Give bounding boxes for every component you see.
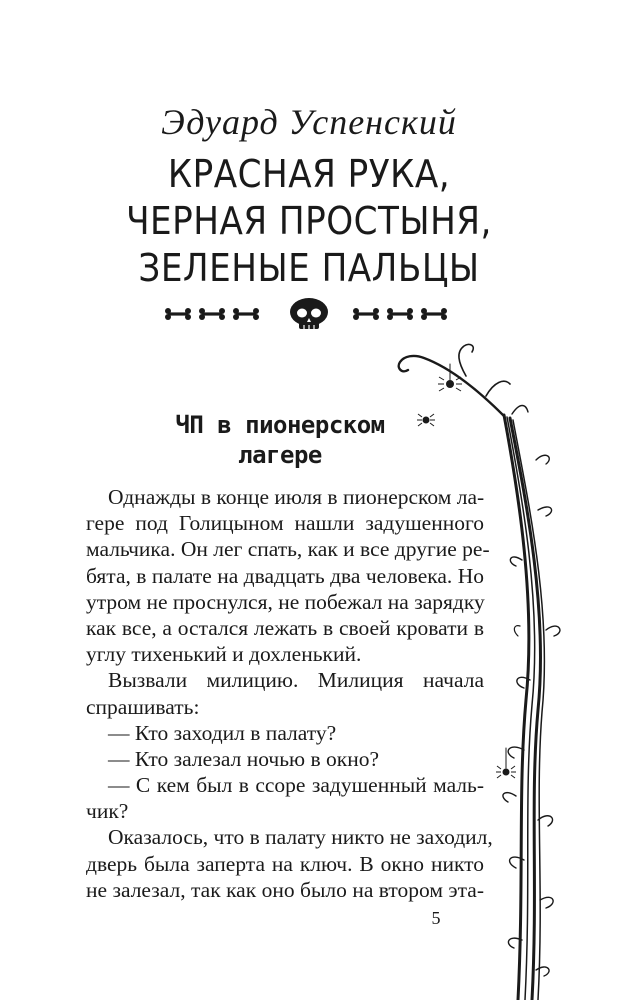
text-line: — С кем был в ссоре задушенный маль- xyxy=(108,773,484,798)
text-line: утром не проснулся, не побежал на зарядку xyxy=(86,589,485,614)
text-line: углу тихенький и дохленький. xyxy=(86,642,362,667)
text-line: Оказалось, что в палату никто не заходил, xyxy=(108,825,493,850)
chapter-title-line: лагере xyxy=(238,441,322,469)
body-text xyxy=(86,484,493,903)
text-line: чик? xyxy=(86,799,129,824)
chapter-title xyxy=(170,410,390,470)
skull-icon xyxy=(290,298,328,329)
text-line: Однажды в конце июля в пионерском ла- xyxy=(108,485,485,509)
text-line: бята, в палате на двадцать два человека. Но xyxy=(86,563,484,588)
page-number: 5 xyxy=(431,908,441,928)
text-line: дверь была заперта на ключ. В окно никто xyxy=(86,851,484,876)
book-title-line: КРАСНАЯ РУКА, xyxy=(167,152,451,196)
text-line: как все, а остался лежать в своей кровати в xyxy=(86,615,484,640)
text-line: мальчика. Он лег спать, как и все другие ре- xyxy=(86,537,490,562)
text-line: не залезал, так как оно было на втором эта- xyxy=(86,877,484,902)
text-line: — Кто залезал ночью в окно? xyxy=(108,746,379,771)
text-line: — Кто заходил в палату? xyxy=(108,720,337,745)
book-title xyxy=(0,151,618,292)
text-line: Вызвали милицию. Милиция начала xyxy=(108,668,484,693)
bones-skull-ornament-icon xyxy=(163,296,455,332)
book-title-line: ЗЕЛЕНЫЕ ПАЛЬЦЫ xyxy=(138,246,480,290)
text-line: спрашивать: xyxy=(86,694,200,719)
text-line: гере под Голицыном нашли задушенного xyxy=(86,511,484,536)
book-title-line: ЧЕРНАЯ ПРОСТЫНЯ, xyxy=(126,199,492,243)
author-name: Эдуард Успенский xyxy=(161,102,457,142)
chapter-title-line: ЧП в пионерском xyxy=(175,411,385,439)
